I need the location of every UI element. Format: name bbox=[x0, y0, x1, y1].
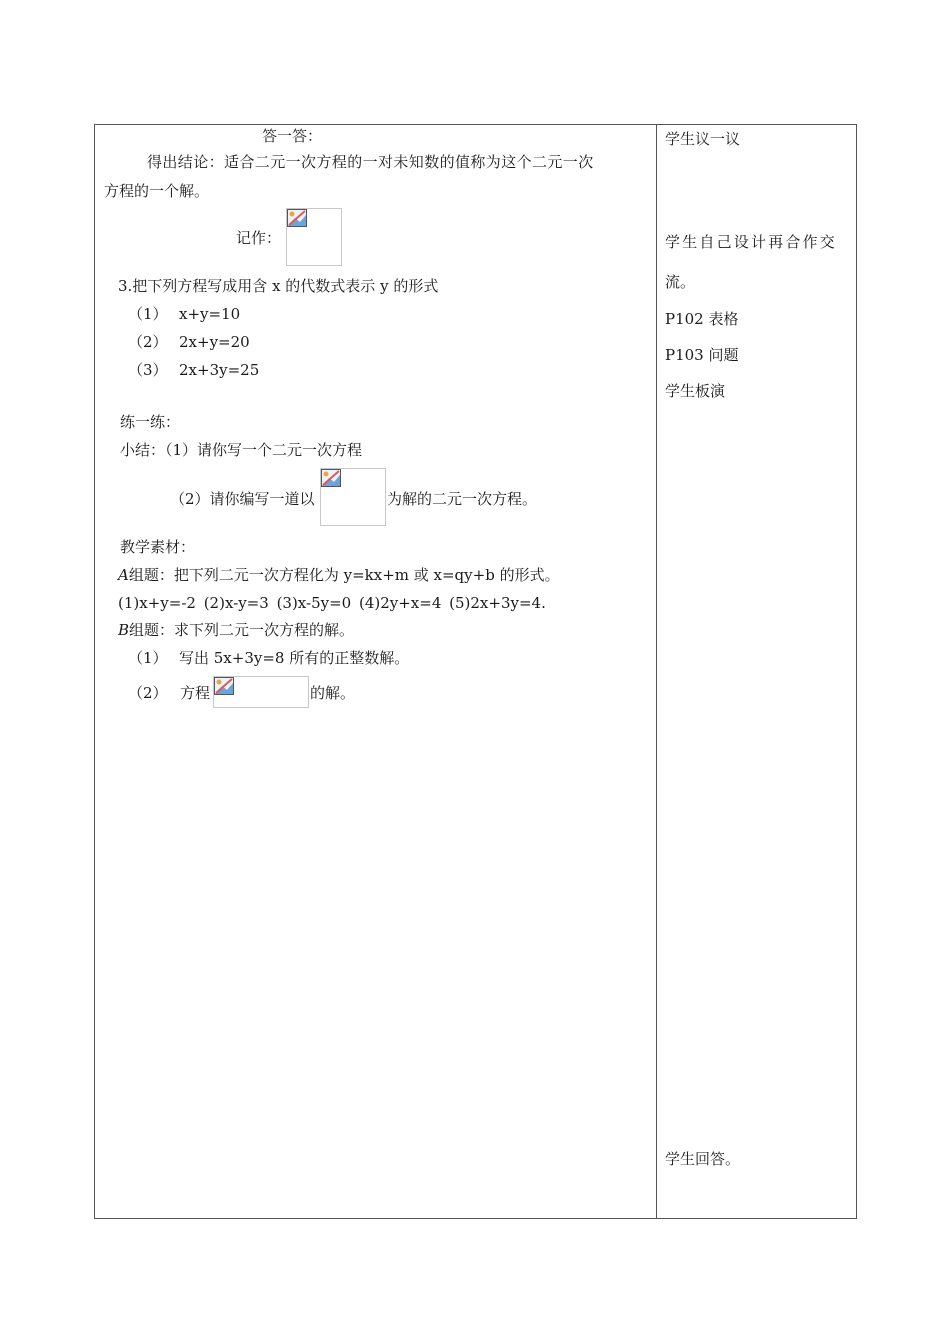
group-a-text: 组题：把下列二元一次方程化为 y=kx+m 或 x=qy+b 的形式。 bbox=[128, 566, 560, 584]
group-b-item-1-num: （1） bbox=[128, 649, 168, 667]
q3-title: 3.把下列方程写成用含 x 的代数式表示 y 的形式 bbox=[118, 277, 439, 295]
group-b-item-2-num: （2） bbox=[128, 684, 168, 702]
practice-label: 练一练： bbox=[120, 413, 181, 431]
summary-2-post: 为解的二元一次方程。 bbox=[387, 490, 538, 508]
group-b-item-2-post: 的解。 bbox=[310, 684, 356, 702]
group-a-line bbox=[118, 565, 560, 585]
notation-label: 记作： bbox=[236, 229, 282, 247]
q3-item-1-eq: x+y=10 bbox=[179, 305, 241, 323]
q3-item-2-eq: 2x+y=20 bbox=[179, 333, 250, 351]
group-a-label: A bbox=[118, 566, 129, 584]
q3-item-1-num: （1） bbox=[128, 305, 168, 323]
materials-label: 教学素材： bbox=[120, 538, 196, 556]
note-design-line2: 流。 bbox=[665, 273, 696, 291]
group-b-item-2-pre: 方程 bbox=[180, 684, 211, 702]
group-b-text: 组题：求下列二元一次方程的解。 bbox=[129, 621, 355, 639]
note-board: 学生板演 bbox=[665, 382, 726, 400]
q3-item-2-num: （2） bbox=[128, 333, 168, 351]
group-b-item-1-text: 写出 5x+3y=8 所有的正整数解。 bbox=[179, 649, 410, 667]
answer-heading: 答一答： bbox=[262, 127, 323, 145]
note-discuss: 学生议一议 bbox=[665, 130, 741, 148]
q3-item-3-eq: 2x+3y=25 bbox=[179, 361, 260, 379]
notation-image-placeholder bbox=[286, 208, 342, 266]
note-p103: P103 问题 bbox=[665, 346, 739, 364]
broken-image-icon bbox=[287, 209, 307, 227]
group-b-label: B bbox=[118, 621, 130, 639]
group-a-equations: (1)x+y=-2 (2)x-y=3 (3)x-5y=0 (4)2y+x=4 (5)2x+3y=4. bbox=[118, 594, 546, 612]
conclusion-line2: 方程的一个解。 bbox=[104, 182, 210, 200]
broken-image-icon bbox=[214, 677, 234, 695]
summary-1: 小结：（1）请你写一个二元一次方程 bbox=[120, 441, 363, 459]
conclusion-line1: 得出结论：适合二元一次方程的一对未知数的值称为这个二元一次 bbox=[147, 153, 594, 171]
group-b-line bbox=[118, 620, 354, 640]
q3-item-3-num: （3） bbox=[128, 361, 168, 379]
note-p102: P102 表格 bbox=[665, 310, 739, 328]
equation-image-placeholder bbox=[213, 676, 309, 708]
summary-2-pre: （2）请你编写一道以 bbox=[170, 490, 315, 508]
broken-image-icon bbox=[321, 469, 341, 487]
note-design-line1: 学生自己设计再合作交 bbox=[665, 233, 838, 251]
column-divider bbox=[656, 125, 657, 1218]
note-answer: 学生回答。 bbox=[665, 1150, 741, 1168]
solution-image-placeholder bbox=[320, 468, 386, 526]
